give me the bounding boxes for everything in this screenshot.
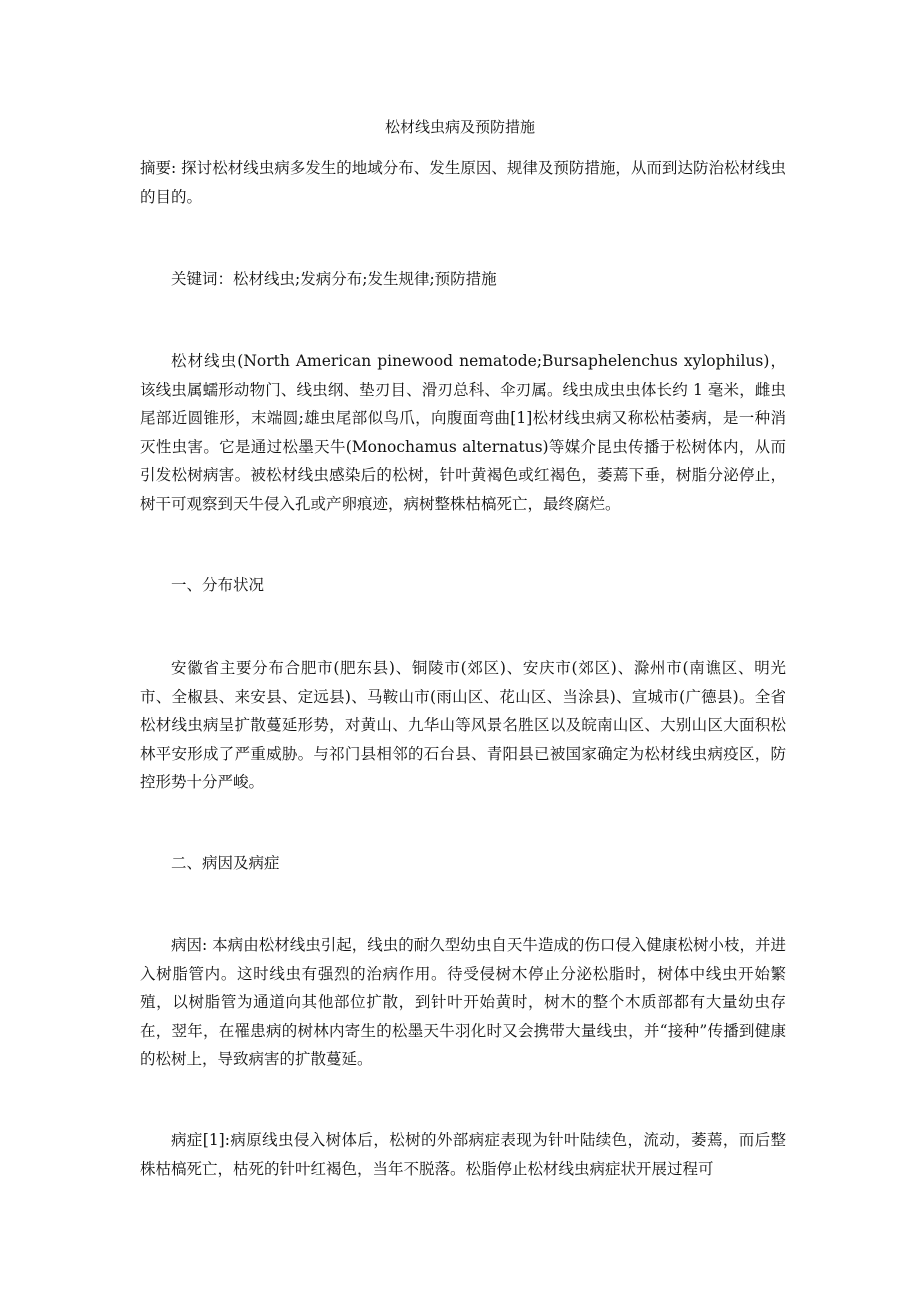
symptom-paragraph: 病症[1]:病原线虫侵入树体后，松树的外部病症表现为针叶陆续色，流动，萎蔫，而后整株枯槁死亡，枯死的针叶红褐色，当年不脱落。松脂停止松材线虫病症状开展过程可 (140, 1131, 786, 1178)
section-heading-distribution: 一、分布状况 (171, 576, 265, 594)
document-title: 松材线虫病及预防措施 (384, 118, 535, 136)
cause-paragraph: 病因: 本病由松材线虫引起，线虫的耐久型幼虫自天牛造成的伤口侵入健康松树小枝，并进入树脂管内。这时线虫有强烈的治病作用。待受侵树木停止分泌松脂时，树体中线虫开始繁殖，以树脂管为通道向其他部位扩散，到针叶开始黄时，树木的整个木质部都有大量幼虫存在，翌年，在罹患病的树林内寄生的松墨天牛羽化时又会携带大量线虫，并“接种”传播到健康的松树上，导致病害的扩散蔓延。 (140, 936, 786, 1069)
intro-paragraph: 松材线虫(North American pinewood nematode;Bursaphelenchus xylophilus)，该线虫属蠕形动物门、线虫纲、垫刃目、滑刃总科、伞刃属。线虫成虫虫体长约 1 毫米，雌虫尾部近圆锥形，末端圆;雄虫尾部似鸟爪，向腹面弯曲[1]松材线虫病又称松枯萎病，是一种消灭性虫害。它是通过松墨天牛(Monochamus alternatus)等媒介昆虫传播于松树体内，从而引发松树病害。被松材线虫感染后的松树，针叶黄褐色或红褐色，萎蔫下垂，树脂分泌停止，树干可观察到天牛侵入孔或产卵痕迹，病树整株枯槁死亡，最终腐烂。 (140, 352, 786, 513)
distribution-paragraph: 安徽省主要分布合肥市(肥东县)、铜陵市(郊区)、安庆市(郊区)、滁州市(南谯区、明光市、全椒县、来安县、定远县)、马鞍山市(雨山区、花山区、当涂县)、宣城市(广德县)。全省松材线虫病呈扩散蔓延形势，对黄山、九华山等风景名胜区以及皖南山区、大别山区大面积松林平安形成了严重威胁。与祁门县相邻的石台县、青阳县已被国家确定为松材线虫病疫区，防控形势十分严峻。 (140, 659, 786, 792)
abstract-paragraph: 摘要: 探讨松材线虫病多发生的地域分布、发生原因、规律及预防措施，从而到达防治松材线虫的目的。 (140, 159, 786, 206)
section-heading-cause-symptom: 二、病因及病症 (171, 854, 280, 872)
keywords-paragraph: 关键词：松材线虫;发病分布;发生规律;预防措施 (171, 270, 497, 288)
